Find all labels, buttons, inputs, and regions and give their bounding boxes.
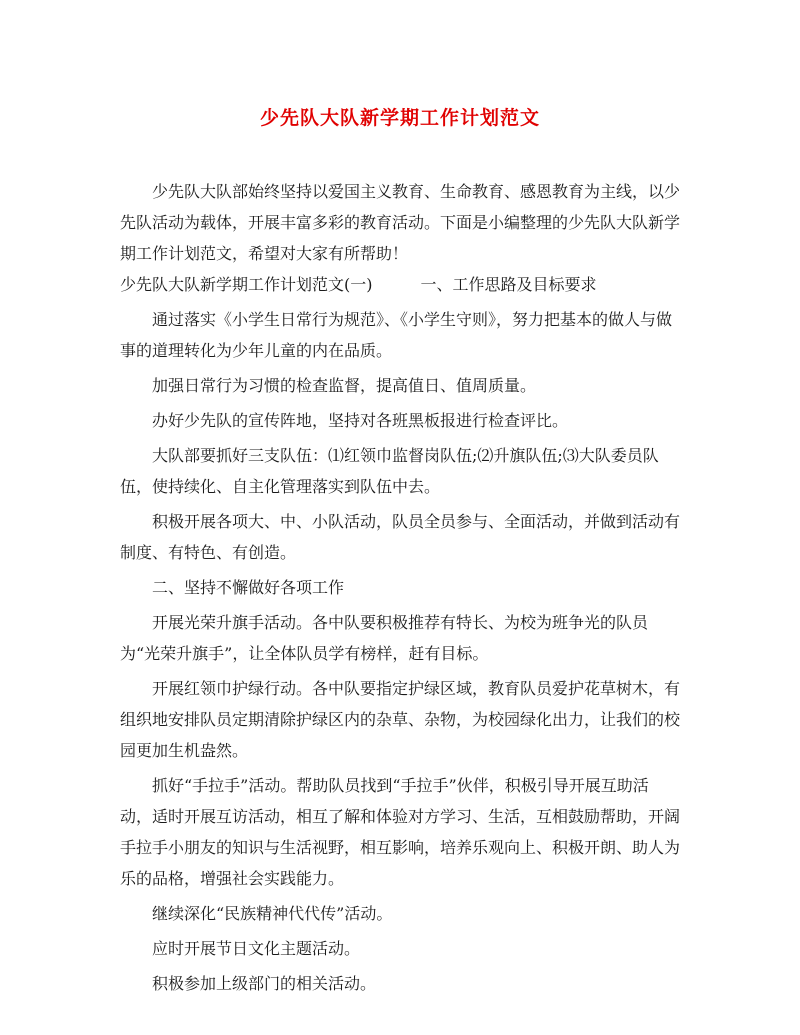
paragraph: 开展红领巾护绿行动。各中队要指定护绿区域，教育队员爱护花草树木，有组织地安排队员定期清除护绿区内的杂草、杂物，为校园绿化出力，让我们的校园更加生机盎然。	[120, 679, 681, 760]
paragraph: 加强日常行为习惯的检查监督，提高值日、值周质量。	[152, 376, 537, 395]
page-title: 少先队大队新学期工作计划范文	[259, 107, 540, 129]
section-title: 少先队大队新学期工作计划范文(一)	[120, 275, 373, 294]
section-heading	[120, 269, 680, 300]
paragraph: 应时开展节日文化主题活动。	[152, 939, 361, 958]
section-subtitle: 一、工作思路及目标要求	[420, 275, 597, 294]
paragraph: 积极开展各项大、中、小队活动，队员全员参与、全面活动，并做到活动有制度、有特色、有创造。	[120, 512, 681, 562]
section-subheading: 二、坚持不懈做好各项工作	[152, 578, 345, 597]
document-body	[120, 176, 680, 999]
paragraph: 抓好“手拉手”活动。帮助队员找到“手拉手”伙伴，积极引导开展互助活动，适时开展互访活动，相互了解和体验对方学习、生活，互相鼓励帮助，开阔手拉手小朋友的知识与生活视野，相互影响，培养乐观向上、积极开朗、助人为乐的品格，增强社会实践能力。	[120, 776, 681, 888]
paragraph: 积极参加上级部门的相关活动。	[152, 974, 377, 993]
paragraph: 大队部要抓好三支队伍：⑴红领巾监督岗队伍;⑵升旗队伍;⑶大队委员队伍，使持续化、自主化管理落实到队伍中去。	[120, 446, 659, 496]
intro-paragraph: 少先队大队部始终坚持以爱国主义教育、生命教育、感恩教育为主线，以少先队活动为载体，开展丰富多彩的教育活动。下面是小编整理的少先队大队新学期工作计划范文，希望对大家有所帮助！	[120, 182, 681, 263]
paragraph: 继续深化“民族精神代代传”活动。	[152, 904, 393, 923]
paragraph: 通过落实《小学生日常行为规范》、《小学生守则》，努力把基本的做人与做事的道理转化为少年儿童的内在品质。	[120, 310, 673, 360]
paragraph: 开展光荣升旗手活动。各中队要积极推荐有特长、为校为班争光的队员为“光荣升旗手”，让全体队员学有榜样，赶有目标。	[120, 613, 649, 663]
paragraph: 办好少先队的宣传阵地，坚持对各班黑板报进行检查评比。	[152, 411, 569, 430]
